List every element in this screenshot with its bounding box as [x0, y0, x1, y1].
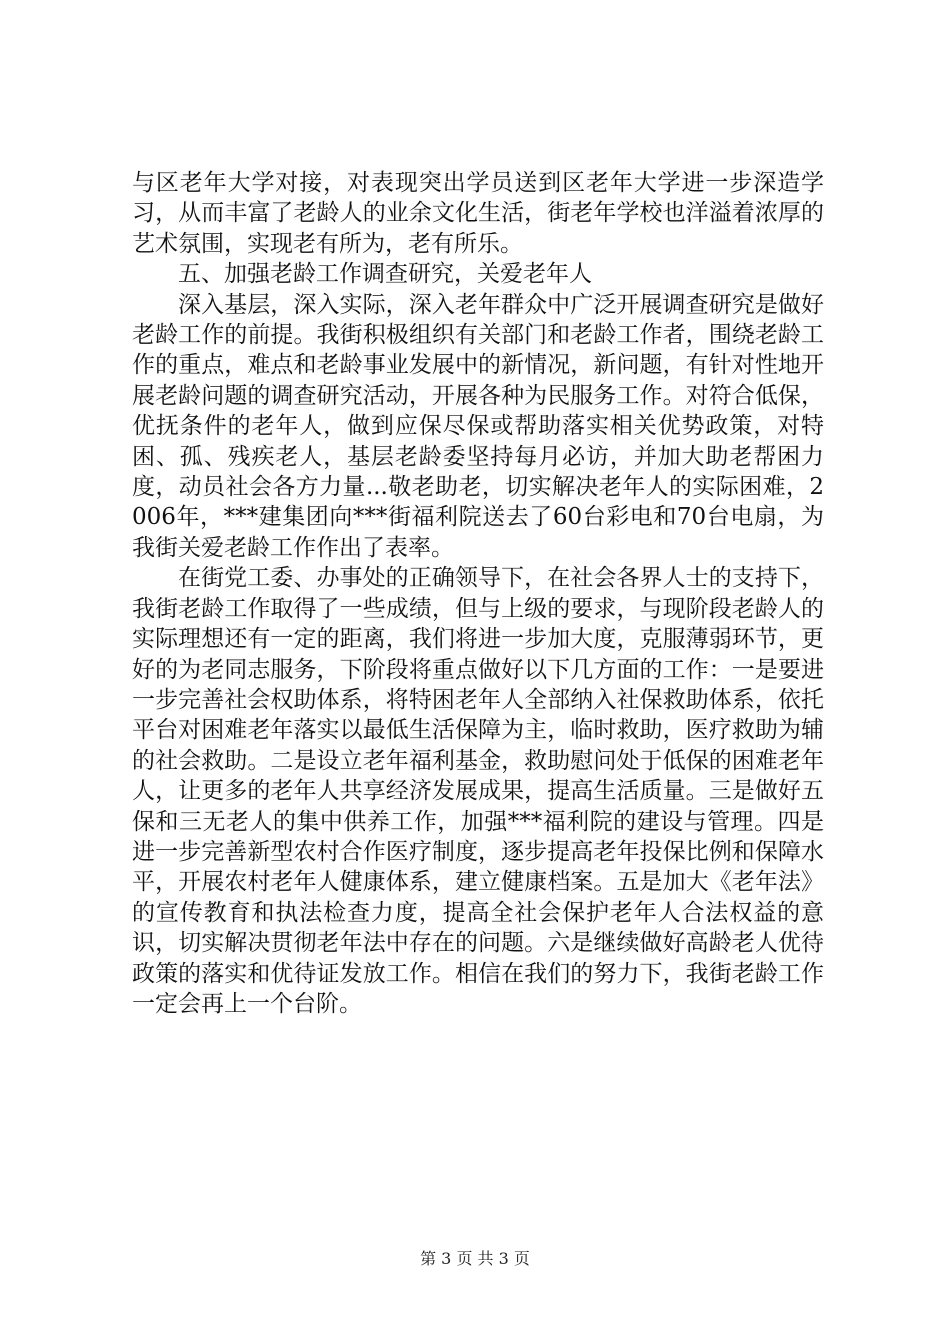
section-heading: 五、加强老龄工作调查研究，关爱老年人 — [178, 261, 592, 288]
document-body — [132, 168, 824, 1019]
paragraph-plans: 在街党工委、办事处的正确领导下，在社会各界人士的支持下，我街老龄工作取得了一些成绩，但与上级的要求，与现阶段老龄人的实际理想还有一定的距离，我们将进一步加大度，克服薄弱环节，更好的为老同志服务，下阶段将重点做好以下几方面的工作：一是要进一步完善社会权助体系，将特困老年人全部纳入社保救助体系，依托平台对困难老年落实以最低生活保障为主，临时救助，医疗救助为辅的社会救助。二是设立老年福利基金，救助慰问处于低保的困难老年人，让更多的老年人共享经济发展成果，提高生活质量。三是做好五保和三无老人的集中供养工作，加强***福利院的建设与管理。四是进一步完善新型农村合作医疗制度，逐步提高老年投保比例和保障水平，开展农村老年人健康体系，建立健康档案。五是加大《老年法》的宣传教育和执法检查力度，提高全社会保护老年人合法权益的意识，切实解决贯彻老年法中存在的问题。六是继续做好高龄老人优待政策的落实和优待证发放工作。相信在我们的努力下，我街老龄工作一定会再上一个台阶。 — [132, 565, 824, 1017]
paragraph-continuation: 与区老年大学对接，对表现突出学员送到区老年大学进一步深造学习，从而丰富了老龄人的业余文化生活，街老年学校也洋溢着浓厚的艺术氛围，实现老有所为，老有所乐。 — [132, 170, 824, 257]
paragraph-research: 深入基层，深入实际，深入老年群众中广泛开展调查研究是做好老龄工作的前提。我街积极组织有关部门和老龄工作者，围绕老龄工作的重点，难点和老龄事业发展中的新情况，新问题，有针对性地开展老龄问题的调查研究活动，开展各种为民服务工作。对符合低保，优抚条件的老年人，做到应保尽保或帮助落实相关优势政策，对特困、孤、残疾老人，基层老龄委坚持每月必访，并加大助老帮困力度，动员社会各方力量...敬老助老，切实解决老年人的实际困难，2006年，***建集团向***街福利院送去了60台彩电和70台电扇，为我街关爱老龄工作作出了表率。 — [132, 291, 824, 561]
page-number-footer: 第 3 页 共 3 页 — [420, 1249, 530, 1268]
